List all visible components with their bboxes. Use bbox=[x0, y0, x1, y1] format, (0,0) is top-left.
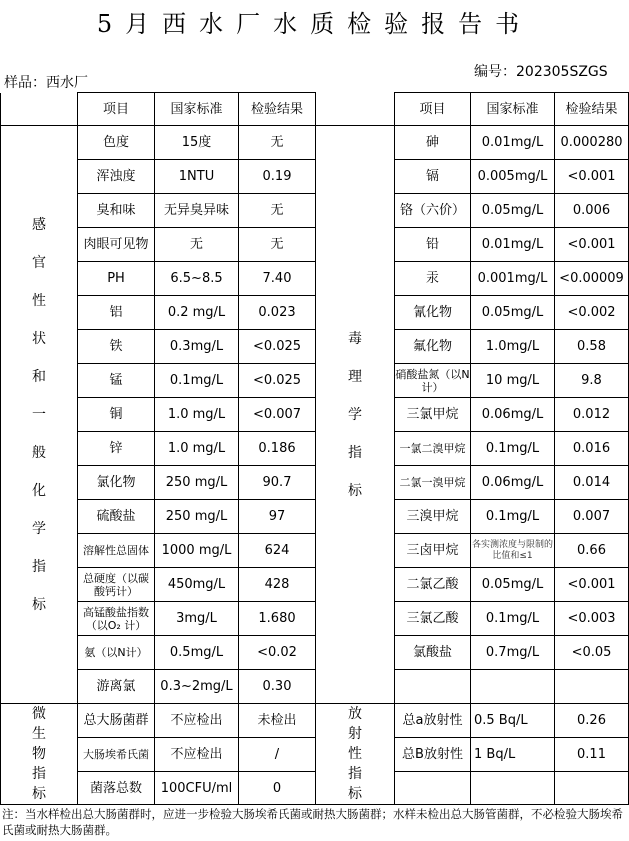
result-value: 0.26 bbox=[555, 704, 629, 738]
result-value: 0.012 bbox=[555, 398, 629, 432]
header-item-right: 项目 bbox=[395, 93, 471, 126]
result-value: <0.001 bbox=[555, 228, 629, 262]
result-value: 无 bbox=[239, 194, 316, 228]
result-value: <0.003 bbox=[555, 602, 629, 636]
standard-value: 0.05mg/L bbox=[471, 568, 555, 602]
standard-value: 1.0 mg/L bbox=[155, 398, 239, 432]
standard-value: 0.1mg/L bbox=[155, 364, 239, 398]
result-value: 624 bbox=[239, 534, 316, 568]
item-name: 锰 bbox=[78, 364, 155, 398]
item-name: 氯酸盐 bbox=[395, 636, 471, 670]
header-blank-left bbox=[1, 93, 78, 126]
header-row bbox=[1, 93, 629, 126]
result-value: <0.001 bbox=[555, 568, 629, 602]
item-name: 铁 bbox=[78, 330, 155, 364]
table-row bbox=[1, 194, 629, 228]
result-value: 97 bbox=[239, 500, 316, 534]
standard-value: 0.1mg/L bbox=[471, 500, 555, 534]
result-value: <0.025 bbox=[239, 330, 316, 364]
standard-value: 0.3~2mg/L bbox=[155, 670, 239, 704]
item-name: 浑浊度 bbox=[78, 160, 155, 194]
standard-value: 0.01mg/L bbox=[471, 228, 555, 262]
standard-value: 10 mg/L bbox=[471, 364, 555, 398]
standard-value: 6.5~8.5 bbox=[155, 262, 239, 296]
standard-value: 0.5mg/L bbox=[155, 636, 239, 670]
table-row bbox=[1, 466, 629, 500]
item-name: 氨（以N计） bbox=[78, 636, 155, 670]
item-name: 大肠埃希氏菌 bbox=[78, 738, 155, 772]
table-row bbox=[1, 364, 629, 398]
table-row bbox=[1, 602, 629, 636]
table-row bbox=[1, 296, 629, 330]
table-row bbox=[1, 432, 629, 466]
standard-value: 0.1mg/L bbox=[471, 432, 555, 466]
standard-value: 无 bbox=[155, 228, 239, 262]
standard-value: 15度 bbox=[155, 126, 239, 160]
standard-value: 各实测浓度与限制的比值和≤1 bbox=[471, 534, 555, 568]
item-name: 三卤甲烷 bbox=[395, 534, 471, 568]
standard-value: 0.2 mg/L bbox=[155, 296, 239, 330]
item-name: 臭和味 bbox=[78, 194, 155, 228]
item-name: 溶解性总固体 bbox=[78, 534, 155, 568]
result-value: <0.05 bbox=[555, 636, 629, 670]
item-name: 硝酸盐氮（以N计） bbox=[395, 364, 471, 398]
table-row bbox=[1, 160, 629, 194]
table-row bbox=[1, 398, 629, 432]
item-name: 肉眼可见物 bbox=[78, 228, 155, 262]
item-name: 一氯二溴甲烷 bbox=[395, 432, 471, 466]
item-name: 硫酸盐 bbox=[78, 500, 155, 534]
standard-value: 0.1mg/L bbox=[471, 602, 555, 636]
standard-value: 0.06mg/L bbox=[471, 466, 555, 500]
item-name: 色度 bbox=[78, 126, 155, 160]
result-value: / bbox=[239, 738, 316, 772]
item-name: 三溴甲烷 bbox=[395, 500, 471, 534]
result-value: 0.11 bbox=[555, 738, 629, 772]
result-value: 0.023 bbox=[239, 296, 316, 330]
standard-value: 0.01mg/L bbox=[471, 126, 555, 160]
item-name: 汞 bbox=[395, 262, 471, 296]
header-result-right: 检验结果 bbox=[555, 93, 629, 126]
standard-value: 1 Bq/L bbox=[471, 738, 555, 772]
item-name: 游离氯 bbox=[78, 670, 155, 704]
result-value: 90.7 bbox=[239, 466, 316, 500]
result-value: <0.007 bbox=[239, 398, 316, 432]
table-row bbox=[1, 500, 629, 534]
standard-value: 100CFU/ml bbox=[155, 772, 239, 805]
standard-value: 无异臭异味 bbox=[155, 194, 239, 228]
standard-value: 0.001mg/L bbox=[471, 262, 555, 296]
item-name: 铅 bbox=[395, 228, 471, 262]
table-row bbox=[1, 228, 629, 262]
result-value: 无 bbox=[239, 126, 316, 160]
table-row bbox=[1, 534, 629, 568]
result-value: 0.186 bbox=[239, 432, 316, 466]
group-toxicology: 毒 理 学 指 标 bbox=[316, 126, 395, 704]
table-row bbox=[1, 568, 629, 602]
item-name: 二氯乙酸 bbox=[395, 568, 471, 602]
empty-cell bbox=[555, 772, 629, 805]
item-name: 氯化物 bbox=[78, 466, 155, 500]
header-blank-right bbox=[316, 93, 395, 126]
result-value: <0.001 bbox=[555, 160, 629, 194]
result-value: <0.02 bbox=[239, 636, 316, 670]
report-code: 编号：202305SZGS bbox=[474, 64, 608, 80]
table-row bbox=[1, 126, 629, 160]
item-name: 镉 bbox=[395, 160, 471, 194]
item-name: 二氯一溴甲烷 bbox=[395, 466, 471, 500]
table-row bbox=[1, 330, 629, 364]
empty-cell bbox=[555, 670, 629, 704]
header-standard: 国家标准 bbox=[155, 93, 239, 126]
result-value: 0.30 bbox=[239, 670, 316, 704]
item-name: 总硬度（以碳酸钙计） bbox=[78, 568, 155, 602]
item-name: PH bbox=[78, 262, 155, 296]
empty-cell bbox=[395, 670, 471, 704]
result-value: <0.002 bbox=[555, 296, 629, 330]
result-value: 无 bbox=[239, 228, 316, 262]
group-sensory: 感 官 性 状 和 一 般 化 学 指 标 bbox=[1, 126, 78, 704]
standard-value: 0.05mg/L bbox=[471, 296, 555, 330]
item-name: 氟化物 bbox=[395, 330, 471, 364]
result-value: 0.014 bbox=[555, 466, 629, 500]
empty-cell bbox=[471, 772, 555, 805]
result-value: 0.006 bbox=[555, 194, 629, 228]
table-row bbox=[1, 636, 629, 670]
standard-value: 1NTU bbox=[155, 160, 239, 194]
table-row bbox=[1, 772, 629, 805]
standard-value: 0.3mg/L bbox=[155, 330, 239, 364]
result-value: 0.66 bbox=[555, 534, 629, 568]
result-value: 0.000280 bbox=[555, 126, 629, 160]
header-item: 项目 bbox=[78, 93, 155, 126]
empty-cell bbox=[395, 772, 471, 805]
sample-label: 样品：西水厂 bbox=[4, 75, 88, 91]
standard-value: 450mg/L bbox=[155, 568, 239, 602]
report-title: 5月西水厂水质检验报告书 bbox=[96, 10, 533, 38]
item-name: 砷 bbox=[395, 126, 471, 160]
standard-value: 0.5 Bq/L bbox=[471, 704, 555, 738]
item-name: 氰化物 bbox=[395, 296, 471, 330]
result-value: 9.8 bbox=[555, 364, 629, 398]
empty-cell bbox=[471, 670, 555, 704]
result-value: 0.58 bbox=[555, 330, 629, 364]
table-row bbox=[1, 262, 629, 296]
table-row bbox=[1, 738, 629, 772]
result-value: <0.025 bbox=[239, 364, 316, 398]
standard-value: 0.05mg/L bbox=[471, 194, 555, 228]
item-name: 菌落总数 bbox=[78, 772, 155, 805]
item-name: 总a放射性 bbox=[395, 704, 471, 738]
header-result: 检验结果 bbox=[239, 93, 316, 126]
result-value: 未检出 bbox=[239, 704, 316, 738]
standard-value: 250 mg/L bbox=[155, 466, 239, 500]
table-row bbox=[1, 704, 629, 738]
standard-value: 3mg/L bbox=[155, 602, 239, 636]
group-micro: 微 生 物 指 标 bbox=[1, 704, 78, 805]
footnote: 注：当水样检出总大肠菌群时，应进一步检验大肠埃希氏菌或耐热大肠菌群；水样未检出总大肠管菌群，不必检验大肠埃希氏菌或耐热大肠菌群。 bbox=[2, 807, 623, 837]
standard-value: 不应检出 bbox=[155, 704, 239, 738]
standard-value: 1.0mg/L bbox=[471, 330, 555, 364]
item-name: 总大肠菌群 bbox=[78, 704, 155, 738]
result-value: 1.680 bbox=[239, 602, 316, 636]
item-name: 总B放射性 bbox=[395, 738, 471, 772]
water-quality-table bbox=[0, 92, 629, 805]
standard-value: 0.06mg/L bbox=[471, 398, 555, 432]
item-name: 铬（六价） bbox=[395, 194, 471, 228]
result-value: 428 bbox=[239, 568, 316, 602]
standard-value: 1000 mg/L bbox=[155, 534, 239, 568]
result-value: 0.007 bbox=[555, 500, 629, 534]
standard-value: 250 mg/L bbox=[155, 500, 239, 534]
item-name: 三氯乙酸 bbox=[395, 602, 471, 636]
result-value: 0 bbox=[239, 772, 316, 805]
standard-value: 0.7mg/L bbox=[471, 636, 555, 670]
standard-value: 0.005mg/L bbox=[471, 160, 555, 194]
group-radio: 放 射 性 指 标 bbox=[316, 704, 395, 805]
standard-value: 不应检出 bbox=[155, 738, 239, 772]
item-name: 高锰酸盐指数（以O₂ 计） bbox=[78, 602, 155, 636]
result-value: 0.19 bbox=[239, 160, 316, 194]
result-value: <0.00009 bbox=[555, 262, 629, 296]
item-name: 铝 bbox=[78, 296, 155, 330]
table-row bbox=[1, 670, 629, 704]
item-name: 铜 bbox=[78, 398, 155, 432]
result-value: 0.016 bbox=[555, 432, 629, 466]
result-value: 7.40 bbox=[239, 262, 316, 296]
item-name: 锌 bbox=[78, 432, 155, 466]
header-standard-right: 国家标准 bbox=[471, 93, 555, 126]
standard-value: 1.0 mg/L bbox=[155, 432, 239, 466]
item-name: 三氯甲烷 bbox=[395, 398, 471, 432]
